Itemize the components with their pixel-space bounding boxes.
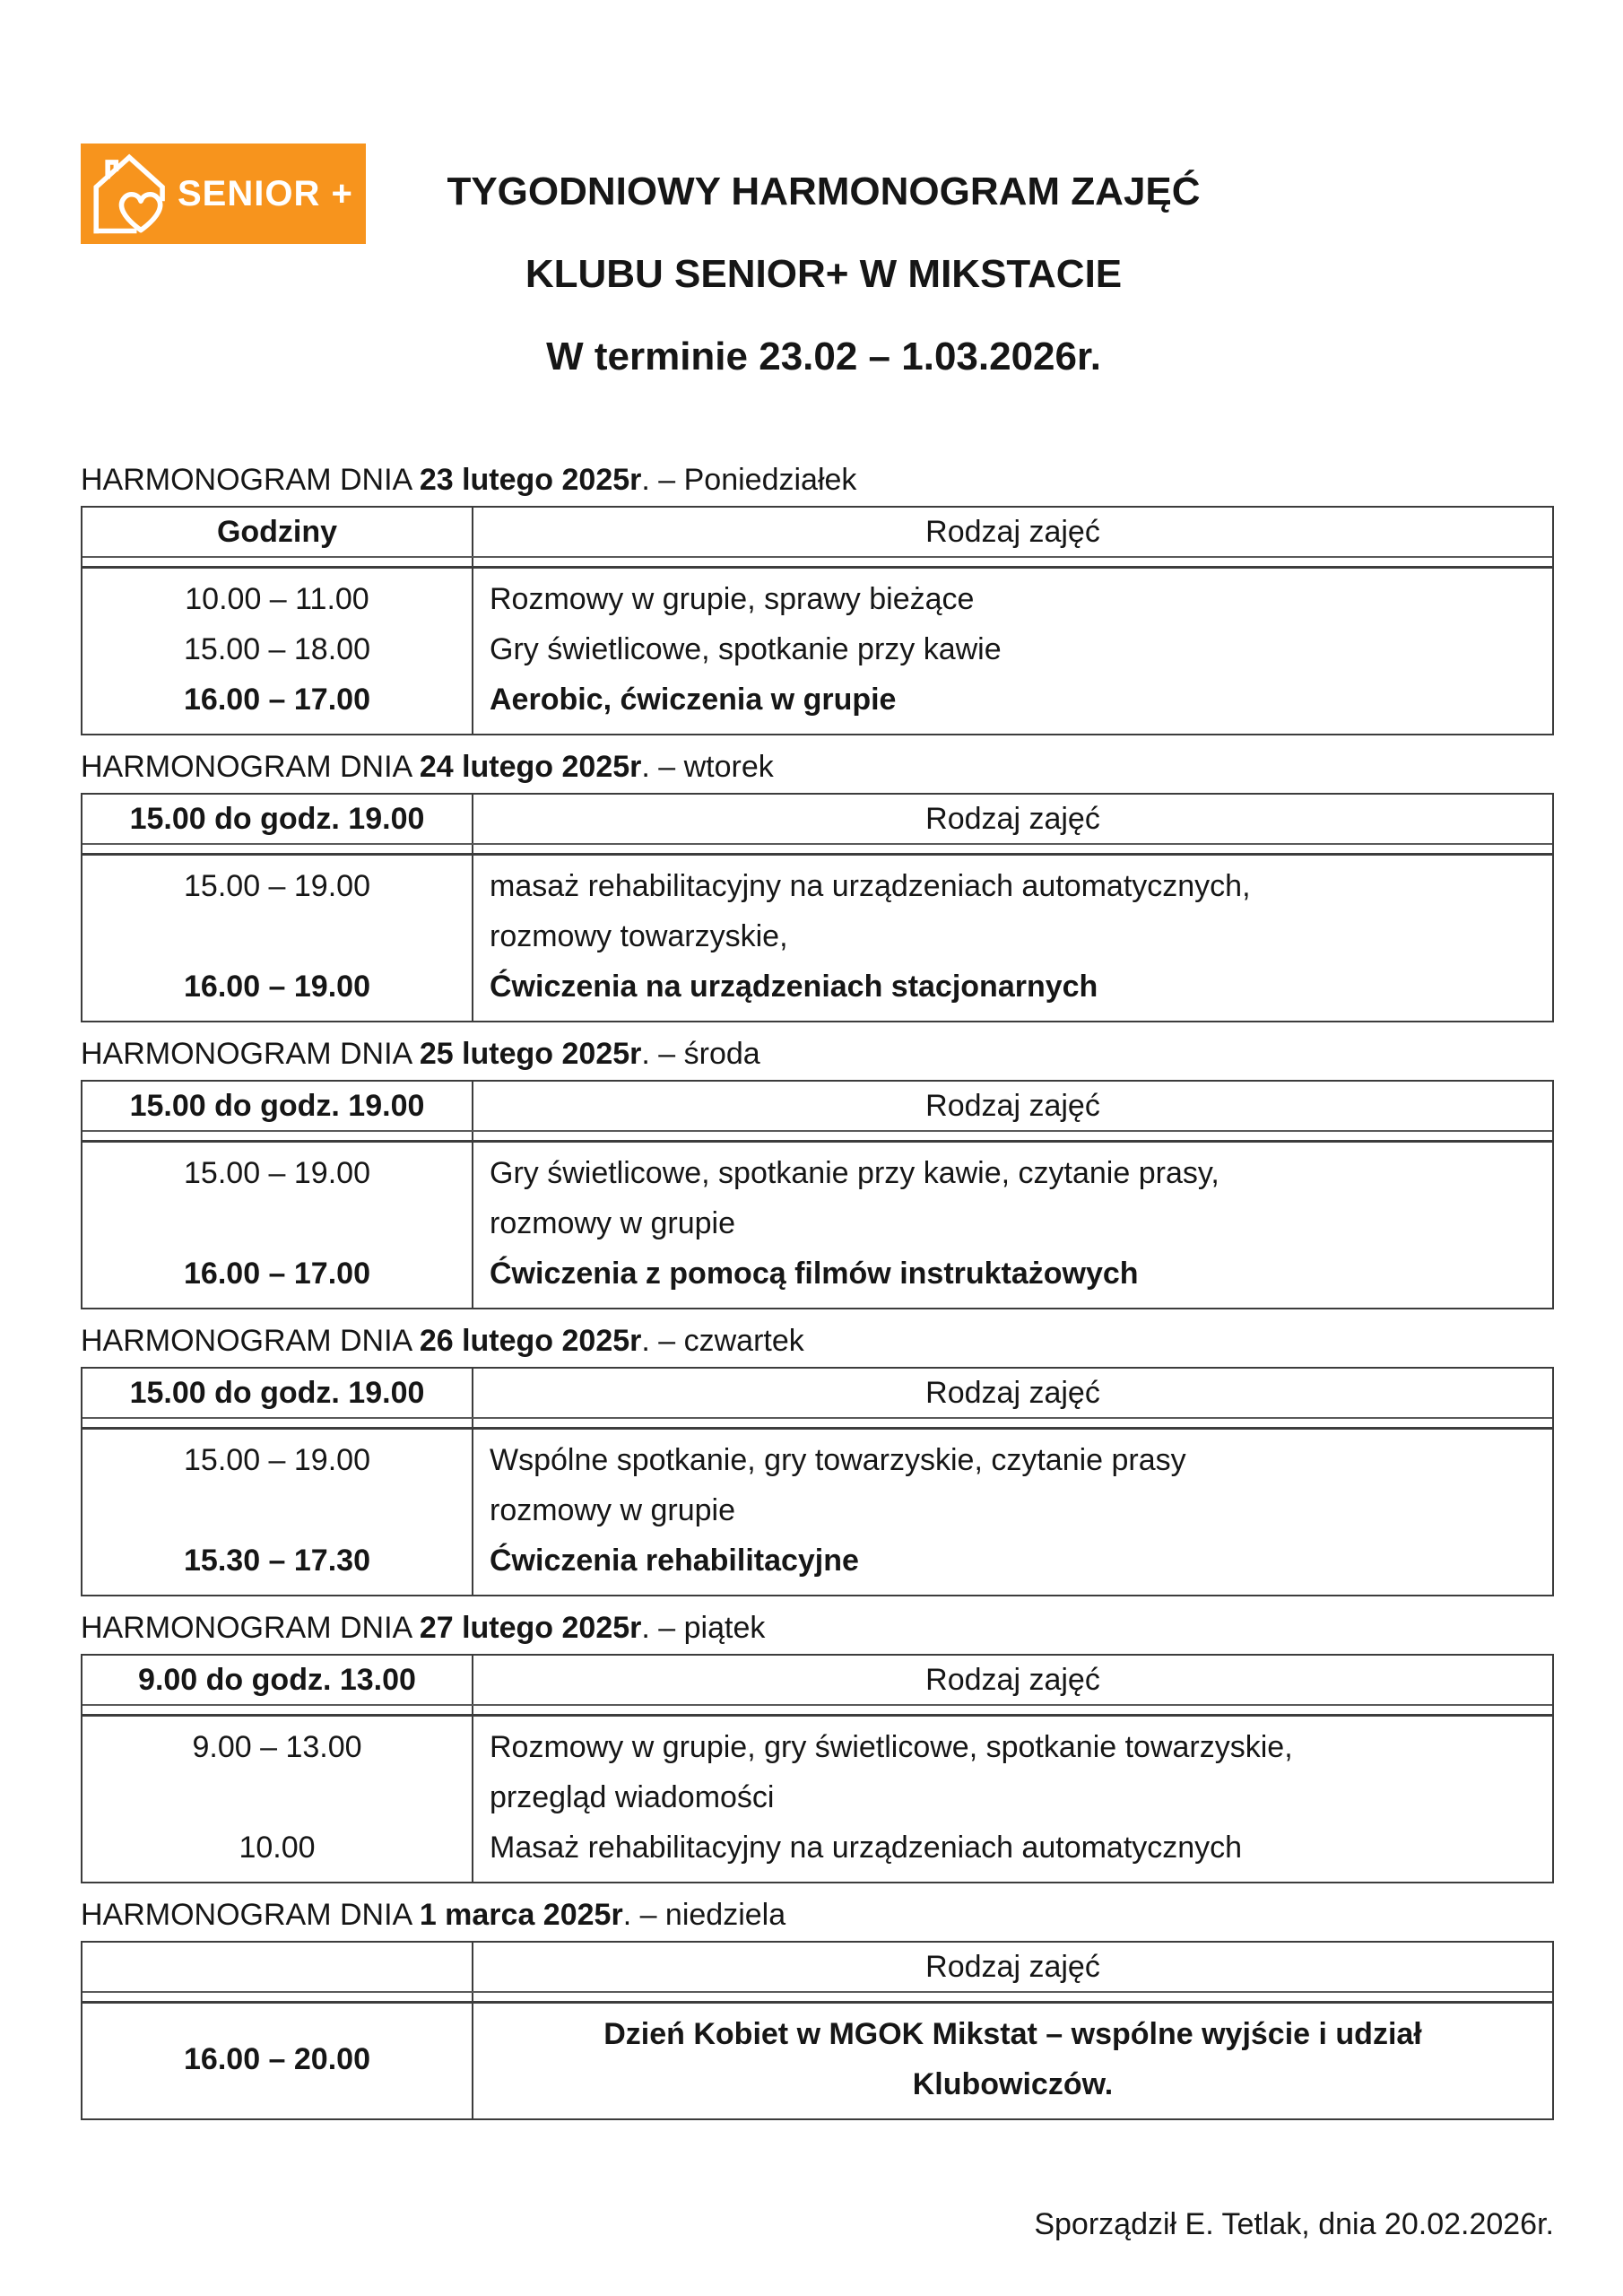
table-header-row xyxy=(82,1943,1552,1993)
divider-cell-left xyxy=(82,1132,473,1140)
sections-container xyxy=(81,463,1554,2120)
hours-cell xyxy=(82,1143,473,1308)
activity-entry: Ćwiczenia rehabilitacyjne xyxy=(490,1544,859,1578)
schedule-table xyxy=(81,1080,1554,1309)
hours-cell xyxy=(82,1430,473,1595)
table-body-row xyxy=(82,2004,1552,2118)
activity-cell xyxy=(473,1717,1552,1882)
activity-entry: rozmowy towarzyskie, xyxy=(490,919,788,953)
time-entry: 15.00 – 19.00 xyxy=(184,869,370,903)
prepared-by-note: Sporządził E. Tetlak, dnia 20.02.2026r. xyxy=(1034,2207,1554,2241)
header-divider-row xyxy=(82,1419,1552,1430)
activity-entry: rozmowy w grupie xyxy=(490,1493,735,1527)
activity-cell xyxy=(473,2004,1552,2118)
heading-date: 23 lutego 2025r xyxy=(419,463,642,497)
heading-day-name: . – piątek xyxy=(641,1611,766,1645)
table-body-row xyxy=(82,569,1552,734)
time-entry: 9.00 – 13.00 xyxy=(192,1730,362,1764)
heading-date: 1 marca 2025r xyxy=(419,1898,623,1932)
schedule-table xyxy=(81,1654,1554,1883)
day-section-1 xyxy=(81,463,1554,735)
hours-column-header: 9.00 do godz. 13.00 xyxy=(82,1656,473,1704)
heading-date: 26 lutego 2025r xyxy=(419,1324,642,1358)
heading-date: 24 lutego 2025r xyxy=(419,750,642,784)
heading-prefix: HARMONOGRAM DNIA xyxy=(81,1611,420,1645)
divider-cell-left xyxy=(82,558,473,566)
activity-entry: Klubowiczów. xyxy=(912,2067,1114,2101)
divider-cell-right xyxy=(473,1419,1552,1427)
activity-cell xyxy=(473,1430,1552,1595)
divider-cell-right xyxy=(473,558,1552,566)
activity-column-header: Rodzaj zajęć xyxy=(925,515,1100,549)
document-title-line-2: KLUBU SENIOR+ W MIKSTACIE xyxy=(525,252,1123,296)
hours-cell xyxy=(82,2004,473,2118)
time-entry: 16.00 – 17.00 xyxy=(184,1257,370,1291)
document-footer xyxy=(81,2206,1554,2242)
activity-entry: przegląd wiadomości xyxy=(490,1780,775,1814)
hours-column-header: 15.00 do godz. 19.00 xyxy=(82,1082,473,1130)
day-heading xyxy=(81,463,1554,497)
table-body-row xyxy=(82,856,1552,1021)
day-heading xyxy=(81,750,1554,784)
day-heading xyxy=(81,1611,1554,1645)
activity-cell xyxy=(473,1143,1552,1308)
day-section-4 xyxy=(81,1324,1554,1596)
activity-column-header: Rodzaj zajęć xyxy=(925,1089,1100,1123)
heading-date: 27 lutego 2025r xyxy=(419,1611,642,1645)
house-heart-icon xyxy=(88,149,174,239)
time-entry: 15.00 – 19.00 xyxy=(184,1443,370,1477)
heading-day-name: . – czwartek xyxy=(641,1324,804,1358)
time-entry: 10.00 – 11.00 xyxy=(185,582,369,616)
table-header-row xyxy=(82,1369,1552,1419)
header-divider-row xyxy=(82,558,1552,569)
hours-column-header: 15.00 do godz. 19.00 xyxy=(82,1369,473,1417)
activity-entry: rozmowy w grupie xyxy=(490,1206,735,1240)
divider-cell-left xyxy=(82,1419,473,1427)
activity-column-header: Rodzaj zajęć xyxy=(925,1376,1100,1410)
day-section-5 xyxy=(81,1611,1554,1883)
activity-column-header: Rodzaj zajęć xyxy=(925,802,1100,836)
schedule-table xyxy=(81,793,1554,1022)
table-body-row xyxy=(82,1143,1552,1308)
table-header-row xyxy=(82,1656,1552,1706)
activity-entry: Masaż rehabilitacyjny na urządzeniach automatycznych xyxy=(490,1831,1243,1865)
hours-cell xyxy=(82,1717,473,1882)
time-entry: 15.00 – 19.00 xyxy=(184,1156,370,1190)
hours-column-header: Godziny xyxy=(82,508,473,556)
activity-entry: Gry świetlicowe, spotkanie przy kawie, czytanie prasy, xyxy=(490,1156,1219,1190)
activity-entry: Dzień Kobiet w MGOK Mikstat – wspólne wyjście i udział xyxy=(603,2017,1422,2051)
table-header-row xyxy=(82,508,1552,558)
day-section-3 xyxy=(81,1037,1554,1309)
time-entry: 15.30 – 17.30 xyxy=(184,1544,370,1578)
heading-day-name: . – środa xyxy=(641,1037,760,1071)
table-body-row xyxy=(82,1430,1552,1595)
activity-entry: Gry świetlicowe, spotkanie przy kawie xyxy=(490,632,1002,666)
hours-column-header xyxy=(82,1943,473,1991)
schedule-table xyxy=(81,1367,1554,1596)
day-heading xyxy=(81,1324,1554,1358)
heading-prefix: HARMONOGRAM DNIA xyxy=(81,1898,420,1932)
heading-prefix: HARMONOGRAM DNIA xyxy=(81,463,420,497)
heading-date: 25 lutego 2025r xyxy=(419,1037,642,1071)
day-heading xyxy=(81,1898,1554,1932)
table-header-row xyxy=(82,795,1552,845)
time-entry xyxy=(82,1485,472,1535)
table-header-row xyxy=(82,1082,1552,1132)
hours-column-header: 15.00 do godz. 19.00 xyxy=(82,795,473,843)
activity-entry: masaż rehabilitacyjny na urządzeniach automatycznych, xyxy=(490,869,1251,903)
activity-cell xyxy=(473,569,1552,734)
table-body-row xyxy=(82,1717,1552,1882)
activity-column-header: Rodzaj zajęć xyxy=(925,1663,1100,1697)
activity-entry: Ćwiczenia z pomocą filmów instruktażowych xyxy=(490,1257,1139,1291)
activity-entry: Ćwiczenia na urządzeniach stacjonarnych xyxy=(490,970,1098,1004)
activity-cell xyxy=(473,856,1552,1021)
heading-day-name: . – wtorek xyxy=(641,750,774,784)
hours-cell xyxy=(82,856,473,1021)
activity-entry: Rozmowy w grupie, gry świetlicowe, spotkanie towarzyskie, xyxy=(490,1730,1293,1764)
heading-prefix: HARMONOGRAM DNIA xyxy=(81,1037,420,1071)
heading-day-name: . – niedziela xyxy=(622,1898,786,1932)
time-entry xyxy=(82,911,472,961)
time-entry: 16.00 – 17.00 xyxy=(184,683,370,717)
divider-cell-right xyxy=(473,845,1552,853)
header-divider-row xyxy=(82,1706,1552,1717)
schedule-table xyxy=(81,506,1554,735)
time-entry: 16.00 – 20.00 xyxy=(184,2042,370,2076)
header-divider-row xyxy=(82,1132,1552,1143)
hours-cell xyxy=(82,569,473,734)
header-divider-row xyxy=(82,845,1552,856)
time-entry: 10.00 xyxy=(239,1831,316,1865)
senior-plus-logo xyxy=(81,144,366,244)
schedule-table xyxy=(81,1941,1554,2120)
divider-cell-right xyxy=(473,1993,1552,2001)
divider-cell-right xyxy=(473,1706,1552,1714)
title-block xyxy=(382,144,1265,398)
time-entry xyxy=(82,1198,472,1248)
heading-day-name: . – Poniedziałek xyxy=(641,463,857,497)
day-section-6 xyxy=(81,1898,1554,2120)
day-section-2 xyxy=(81,750,1554,1022)
heading-prefix: HARMONOGRAM DNIA xyxy=(81,1324,420,1358)
divider-cell-right xyxy=(473,1132,1552,1140)
document-title-line-1: TYGODNIOWY HARMONOGRAM ZAJĘĆ xyxy=(447,170,1201,213)
activity-entry: Rozmowy w grupie, sprawy bieżące xyxy=(490,582,975,616)
logo-label: SENIOR + xyxy=(178,173,353,213)
divider-cell-left xyxy=(82,1706,473,1714)
divider-cell-left xyxy=(82,1993,473,2001)
divider-cell-left xyxy=(82,845,473,853)
time-entry xyxy=(82,1772,472,1822)
document-title-line-3: W terminie 23.02 – 1.03.2026r. xyxy=(546,335,1101,378)
activity-entry: Wspólne spotkanie, gry towarzyskie, czytanie prasy xyxy=(490,1443,1186,1477)
activity-entry: Aerobic, ćwiczenia w grupie xyxy=(490,683,897,717)
document-header xyxy=(81,144,1554,398)
time-entry: 16.00 – 19.00 xyxy=(184,970,370,1004)
heading-prefix: HARMONOGRAM DNIA xyxy=(81,750,420,784)
header-divider-row xyxy=(82,1993,1552,2004)
time-entry: 15.00 – 18.00 xyxy=(184,632,370,666)
activity-column-header: Rodzaj zajęć xyxy=(925,1950,1100,1984)
day-heading xyxy=(81,1037,1554,1071)
